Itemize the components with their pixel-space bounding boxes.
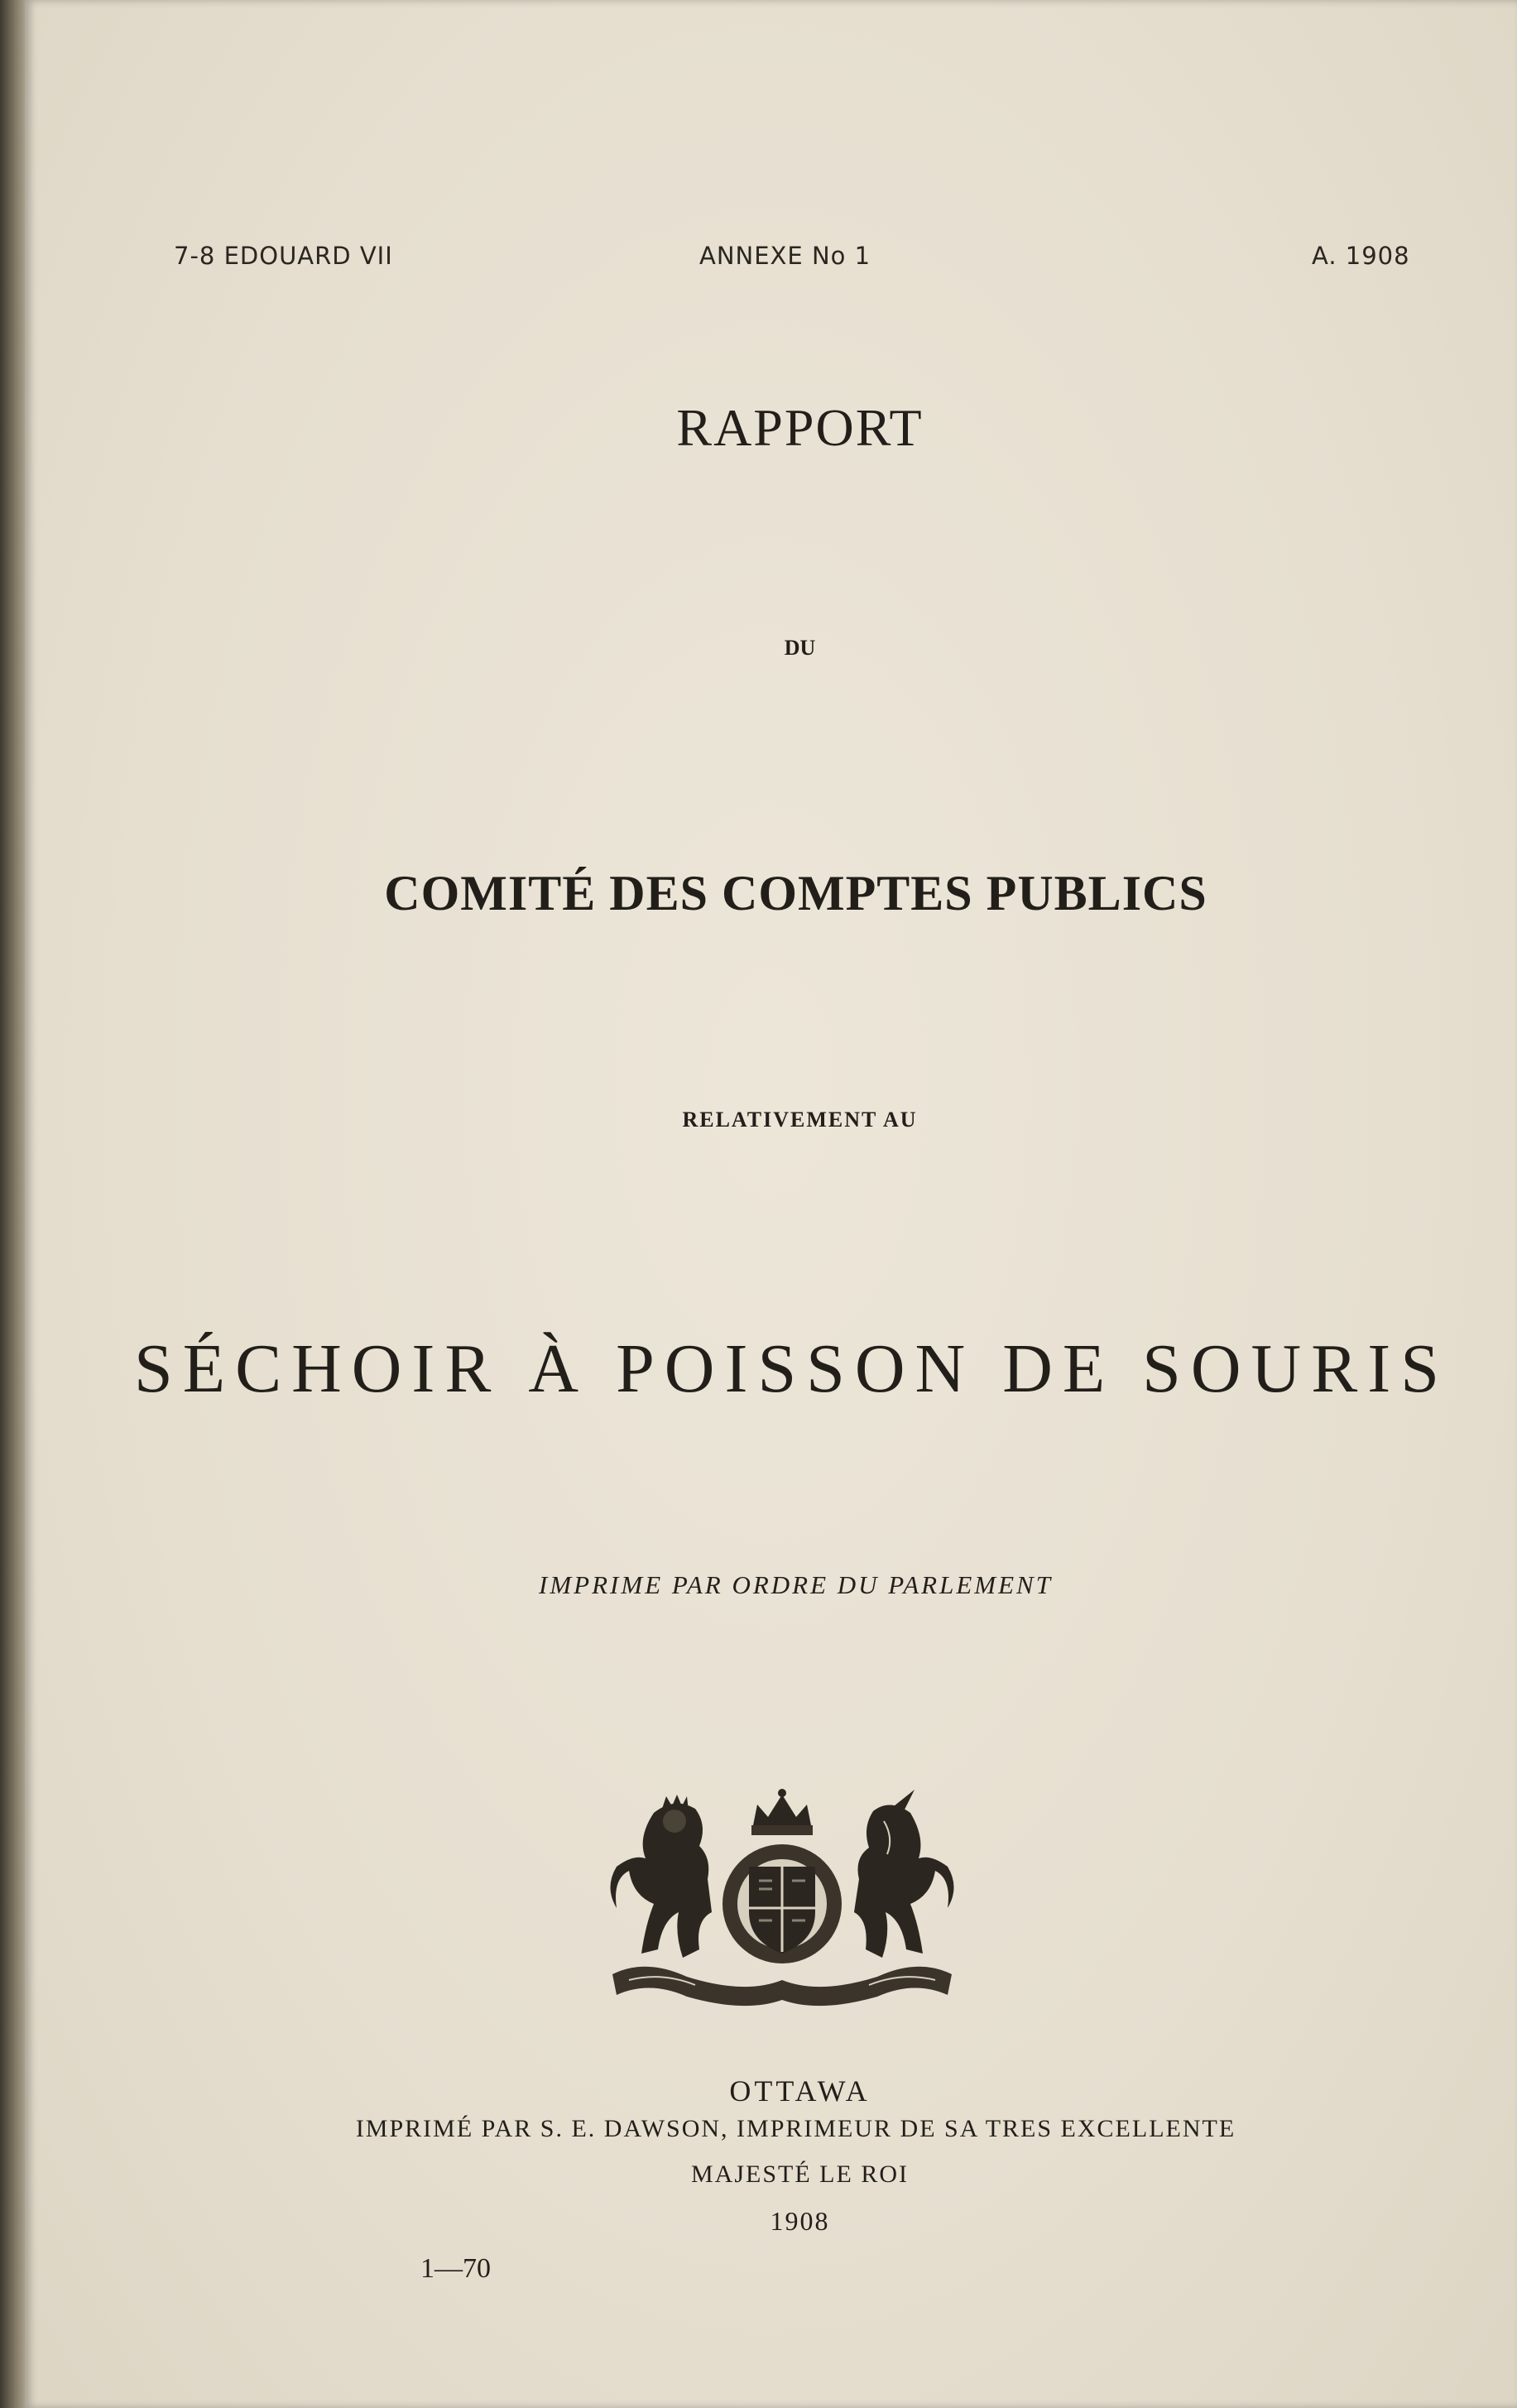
imprint-city: OTTAWA (729, 2074, 871, 2108)
printing-order-line: IMPRIME PAR ORDRE DU PARLEMENT (539, 1570, 1053, 1599)
header-year: A. 1908 (1312, 242, 1410, 270)
title-page (25, 0, 1517, 2408)
connector-du: DU (784, 636, 816, 660)
royal-coat-of-arms-icon (596, 1788, 968, 2016)
report-heading: RAPPORT (676, 398, 924, 457)
committee-name: COMITÉ DES COMPTES PUBLICS (384, 866, 1207, 920)
imprint-majeste: MAJESTÉ LE ROI (691, 2160, 909, 2188)
imprint-printer: IMPRIMÉ PAR S. E. DAWSON, IMPRIMEUR DE SA TRES EXCELLENTE (355, 2115, 1236, 2142)
imprint-year: 1908 (770, 2206, 830, 2236)
folio-signature: 1—70 (420, 2253, 491, 2284)
book-gutter-edge (0, 0, 25, 2408)
report-subject: SÉCHOIR À POISSON DE SOURIS (134, 1330, 1449, 1407)
connector-relativement: RELATIVEMENT AU (682, 1108, 918, 1132)
header-regnal-year: 7-8 EDOUARD VII (174, 242, 393, 270)
header-annex-number: ANNEXE No 1 (699, 242, 871, 270)
